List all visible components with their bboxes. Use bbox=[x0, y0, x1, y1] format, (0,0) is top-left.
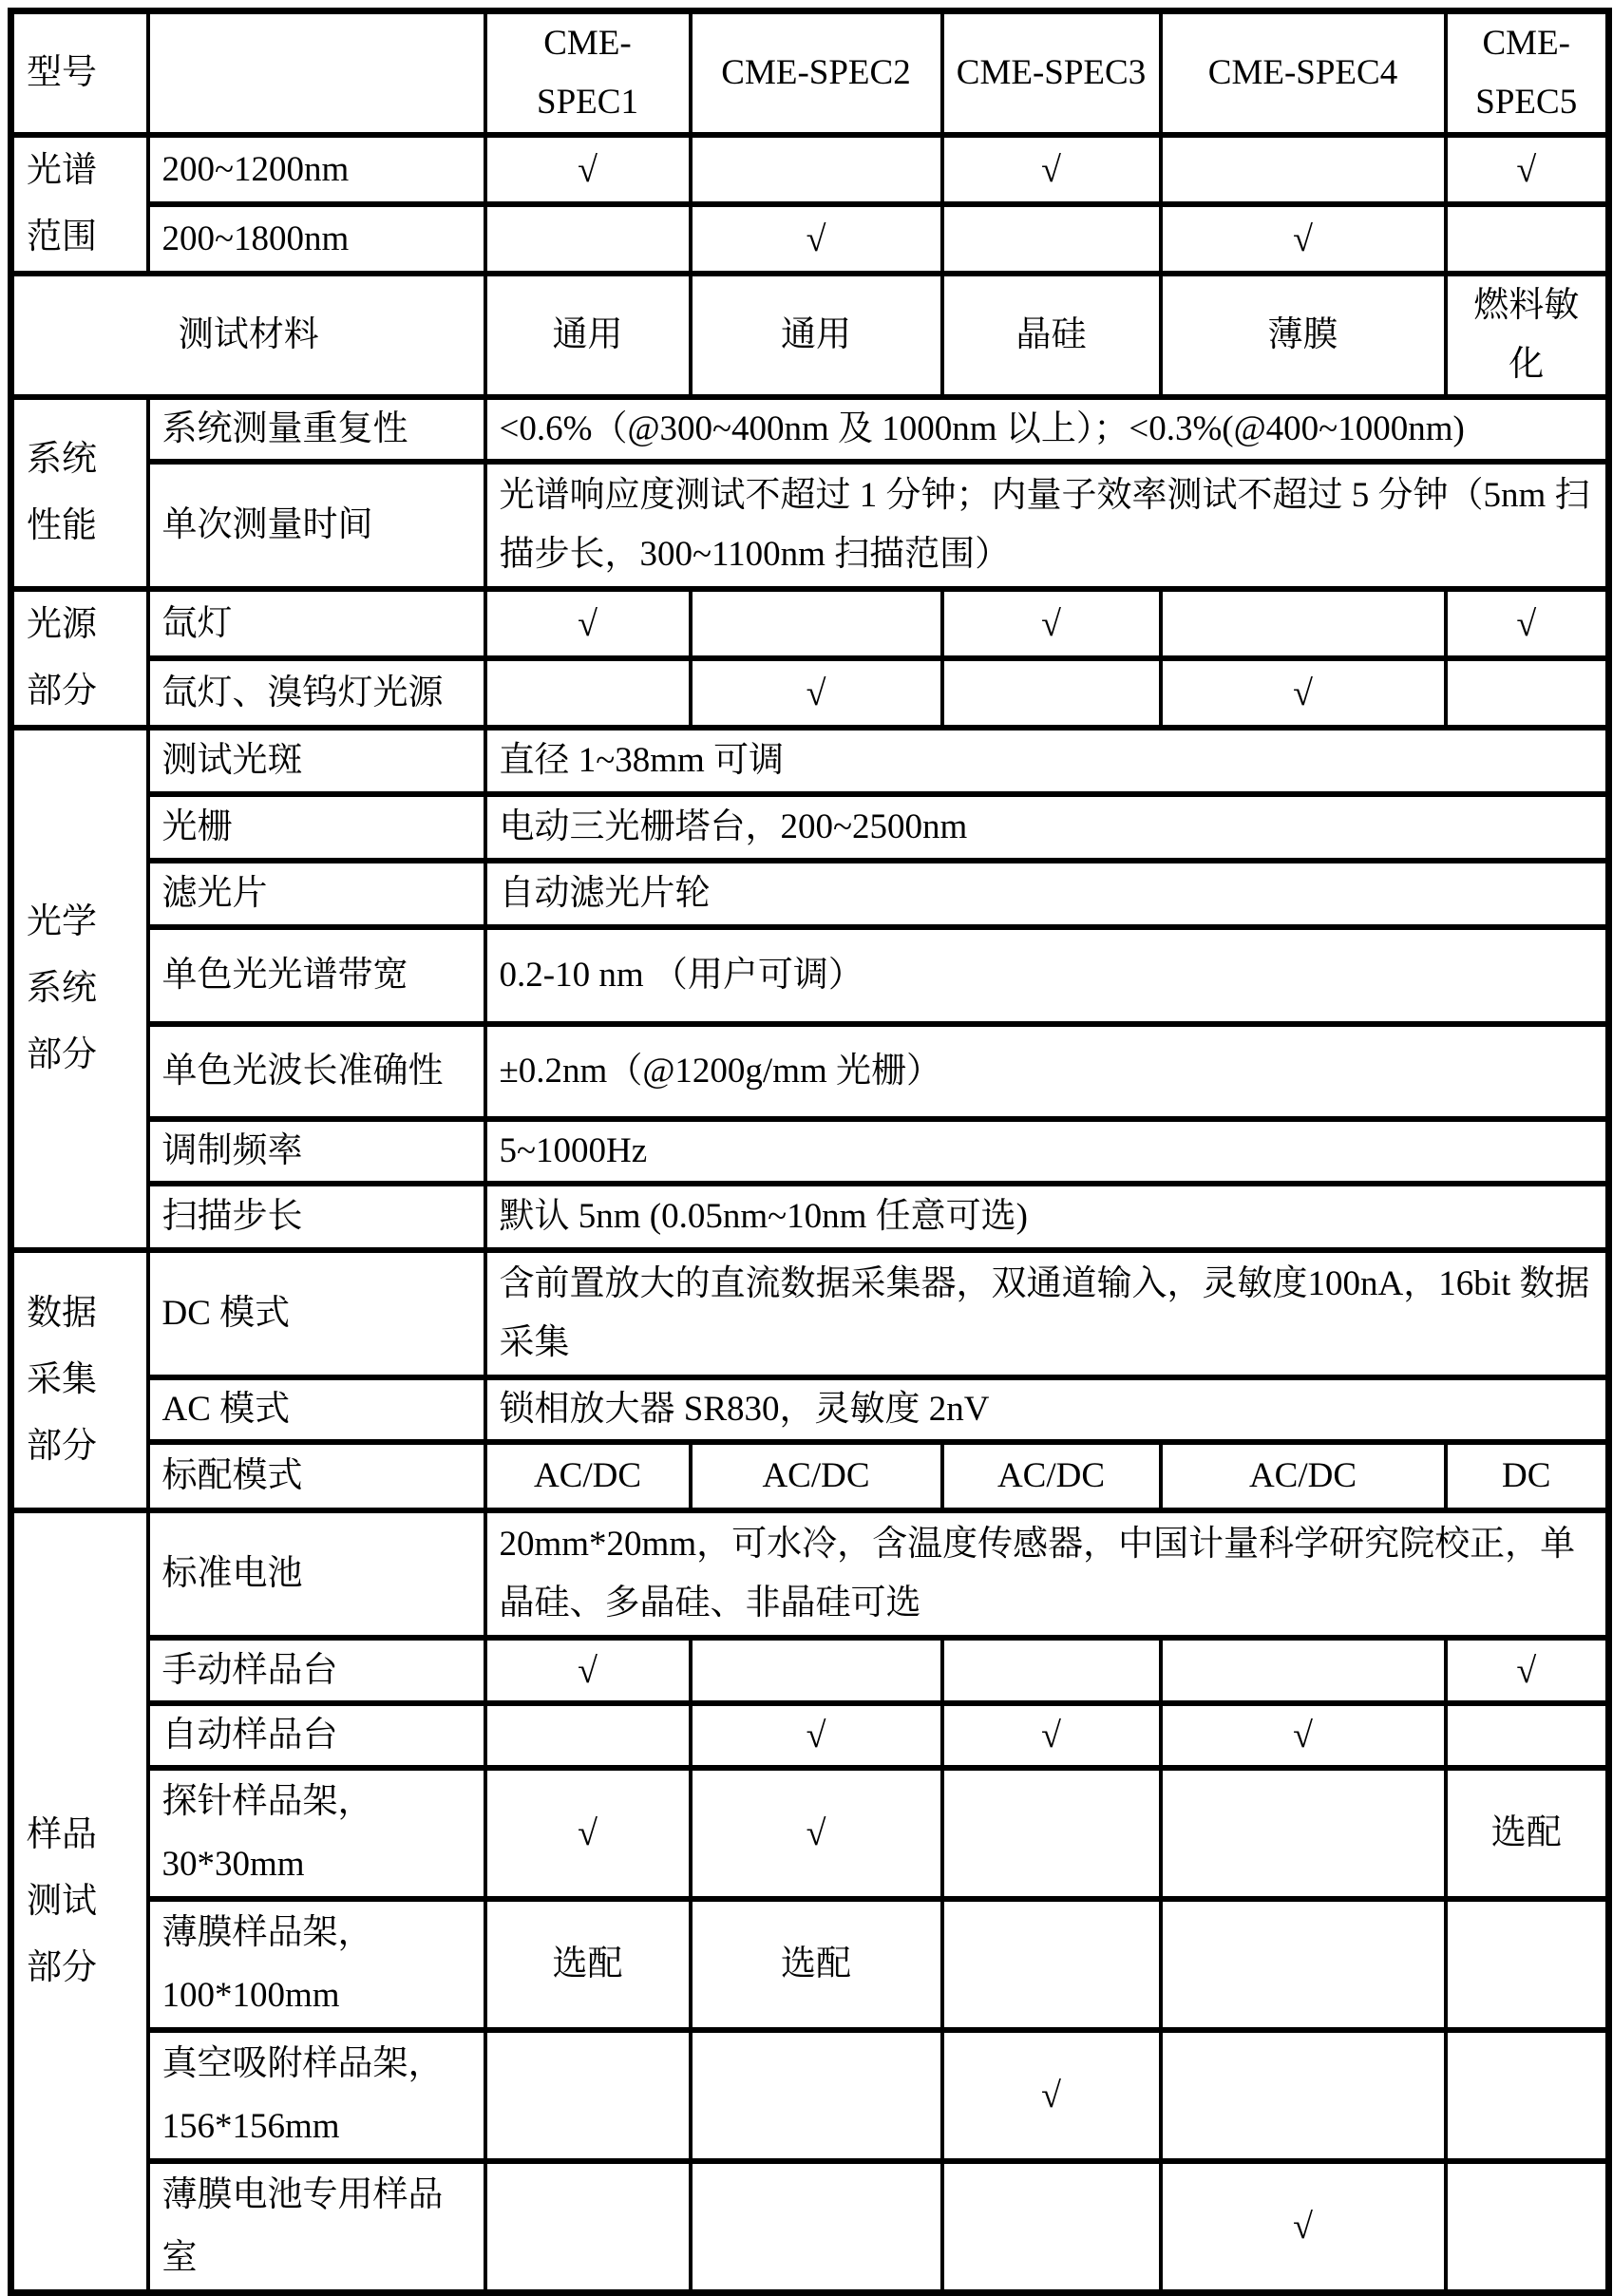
text-line: 156*156mm bbox=[161, 2107, 340, 2146]
row-label-test-spot: 测试光斑 bbox=[148, 728, 485, 794]
check-spec2: √ bbox=[691, 1703, 942, 1768]
col-header-spec4: CME-SPEC4 bbox=[1161, 11, 1446, 136]
multiline-text bbox=[27, 427, 134, 560]
check-spec2 bbox=[691, 1638, 942, 1703]
text-line: 样品 bbox=[27, 1814, 97, 1854]
text-line: 薄膜电池专用样品 bbox=[161, 2175, 444, 2214]
mode-spec3: AC/DC bbox=[942, 1442, 1161, 1510]
multiline-text bbox=[162, 1902, 471, 2027]
mode-spec1: AC/DC bbox=[485, 1442, 691, 1510]
table-row bbox=[11, 11, 1609, 136]
multiline-text bbox=[27, 592, 134, 725]
check-spec2 bbox=[691, 589, 942, 658]
check-spec3 bbox=[942, 204, 1161, 274]
check-spec4: √ bbox=[1161, 1703, 1446, 1768]
check-spec1: √ bbox=[485, 135, 691, 204]
check-spec2: √ bbox=[691, 204, 942, 274]
check-spec5 bbox=[1446, 1899, 1609, 2030]
check-spec1 bbox=[485, 2030, 691, 2161]
row-label-ac-mode: AC 模式 bbox=[148, 1377, 485, 1442]
text-line: 系统 bbox=[27, 440, 97, 479]
text-line: 100*100mm bbox=[161, 1976, 340, 2015]
group-sample-testing bbox=[11, 1510, 148, 2293]
text-line: 光谱 bbox=[27, 151, 97, 190]
table-row bbox=[11, 1899, 1609, 2030]
value-repeatability: <0.6%（@300~400nm 及 1000nm 以上）；<0.3%(@400~1000nm) bbox=[485, 397, 1609, 462]
group-data-acquisition bbox=[11, 1250, 148, 1510]
multiline-text bbox=[162, 2033, 471, 2158]
check-spec2: √ bbox=[691, 658, 942, 728]
table-row bbox=[11, 728, 1609, 794]
material-spec2: 通用 bbox=[691, 274, 942, 397]
row-label-auto-stage: 自动样品台 bbox=[148, 1703, 485, 1768]
check-spec5 bbox=[1446, 204, 1609, 274]
spec-table bbox=[8, 8, 1612, 2296]
table-row bbox=[11, 658, 1609, 728]
text-line: 室 bbox=[161, 2238, 198, 2277]
material-spec3: 晶硅 bbox=[942, 274, 1161, 397]
check-spec4 bbox=[1161, 1899, 1446, 2030]
value-reference-cell: 20mm*20mm，可水冷，含温度传感器，中国计量科学研究院校正，单晶硅、多晶硅、非晶硅可选 bbox=[485, 1510, 1609, 1638]
check-spec5 bbox=[1446, 2161, 1609, 2293]
multiline-text bbox=[27, 889, 134, 1089]
table-row bbox=[11, 1184, 1609, 1250]
row-label-dc-mode: DC 模式 bbox=[148, 1250, 485, 1377]
check-spec1: √ bbox=[485, 1768, 691, 1899]
table-row bbox=[11, 204, 1609, 274]
text-line: 30*30mm bbox=[161, 1845, 305, 1884]
table-row bbox=[11, 1024, 1609, 1119]
mode-spec4: AC/DC bbox=[1161, 1442, 1446, 1510]
check-spec5: √ bbox=[1446, 589, 1609, 658]
mode-spec5: DC bbox=[1446, 1442, 1609, 1510]
row-label-filter: 滤光片 bbox=[148, 861, 485, 927]
check-spec1: √ bbox=[485, 1638, 691, 1703]
value-dc-mode: 含前置放大的直流数据采集器，双通道输入，灵敏度100nA，16bit 数据采集 bbox=[485, 1250, 1609, 1377]
check-spec3: √ bbox=[942, 2030, 1161, 2161]
value-filter: 自动滤光片轮 bbox=[485, 861, 1609, 927]
row-label-xenon-lamp: 氙灯 bbox=[148, 589, 485, 658]
table-row bbox=[11, 927, 1609, 1024]
check-spec4 bbox=[1161, 135, 1446, 204]
option-spec5: 选配 bbox=[1446, 1768, 1609, 1899]
check-spec4 bbox=[1161, 1768, 1446, 1899]
table-row bbox=[11, 1119, 1609, 1184]
multiline-text bbox=[27, 1281, 134, 1480]
material-spec5: 燃料敏化 bbox=[1446, 274, 1609, 397]
check-spec3 bbox=[942, 2161, 1161, 2293]
value-scan-step: 默认 5nm (0.05nm~10nm 任意可选) bbox=[485, 1184, 1609, 1250]
row-label-scan-step: 扫描步长 bbox=[148, 1184, 485, 1250]
text-line: 采集 bbox=[27, 1360, 97, 1399]
col-header-spec3: CME-SPEC3 bbox=[942, 11, 1161, 136]
spec-table-body bbox=[11, 11, 1609, 2293]
row-label-xenon-halogen-lamp: 氙灯、溴钨灯光源 bbox=[148, 658, 485, 728]
check-spec1: √ bbox=[485, 589, 691, 658]
group-light-source bbox=[11, 589, 148, 728]
check-spec5 bbox=[1446, 2030, 1609, 2161]
row-label-test-material: 测试材料 bbox=[11, 274, 485, 397]
table-row bbox=[11, 861, 1609, 927]
table-row bbox=[11, 1377, 1609, 1442]
row-label-wavelength-accuracy: 单色光波长准确性 bbox=[148, 1024, 485, 1119]
table-row bbox=[11, 794, 1609, 861]
row-label-reference-cell: 标准电池 bbox=[148, 1510, 485, 1638]
group-system-performance bbox=[11, 397, 148, 589]
corner-empty-cell bbox=[148, 11, 485, 136]
material-spec1: 通用 bbox=[485, 274, 691, 397]
table-row bbox=[11, 2030, 1609, 2161]
table-row bbox=[11, 135, 1609, 204]
row-label-range-1800: 200~1800nm bbox=[148, 204, 485, 274]
material-spec4: 薄膜 bbox=[1161, 274, 1446, 397]
text-line: 薄膜样品架， bbox=[161, 1913, 373, 1952]
check-spec5 bbox=[1446, 1703, 1609, 1768]
check-spec4: √ bbox=[1161, 2161, 1446, 2293]
table-row bbox=[11, 462, 1609, 589]
row-label-probe-holder bbox=[148, 1768, 485, 1899]
row-label-standard-mode: 标配模式 bbox=[148, 1442, 485, 1510]
row-label-vacuum-holder bbox=[148, 2030, 485, 2161]
table-row bbox=[11, 1250, 1609, 1377]
check-spec4 bbox=[1161, 589, 1446, 658]
spec-sheet-page bbox=[0, 8, 1613, 2277]
row-label-modulation-freq: 调制频率 bbox=[148, 1119, 485, 1184]
text-line: 范围 bbox=[27, 218, 97, 256]
value-bandwidth: 0.2-10 nm （用户可调） bbox=[485, 927, 1609, 1024]
table-row bbox=[11, 1638, 1609, 1703]
text-line: 部分 bbox=[27, 1427, 97, 1466]
table-row bbox=[11, 1768, 1609, 1899]
check-spec4: √ bbox=[1161, 658, 1446, 728]
col-header-spec1: CME-SPEC1 bbox=[485, 11, 691, 136]
group-spectral-range bbox=[11, 135, 148, 274]
check-spec4 bbox=[1161, 1638, 1446, 1703]
text-line: 测试 bbox=[27, 1881, 97, 1921]
check-spec1 bbox=[485, 658, 691, 728]
row-label-thinfilm-holder bbox=[148, 1899, 485, 2030]
text-line: 真空吸附样品架， bbox=[161, 2044, 444, 2083]
check-spec5: √ bbox=[1446, 135, 1609, 204]
table-row bbox=[11, 1442, 1609, 1510]
multiline-text bbox=[162, 1771, 471, 1896]
check-spec1 bbox=[485, 2161, 691, 2293]
check-spec5: √ bbox=[1446, 1638, 1609, 1703]
table-row bbox=[11, 274, 1609, 397]
value-single-measure-time: 光谱响应度测试不超过 1 分钟；内量子效率测试不超过 5 分钟（5nm 扫描步长，300~1100nm 扫描范围） bbox=[485, 462, 1609, 589]
col-header-spec5: CME-SPEC5 bbox=[1446, 11, 1609, 136]
multiline-text bbox=[27, 138, 134, 271]
multiline-text bbox=[27, 1802, 134, 2002]
check-spec2 bbox=[691, 135, 942, 204]
row-label-single-measure-time: 单次测量时间 bbox=[148, 462, 485, 589]
check-spec2 bbox=[691, 2030, 942, 2161]
check-spec5 bbox=[1446, 658, 1609, 728]
text-line: 部分 bbox=[27, 1947, 97, 1987]
value-grating: 电动三光栅塔台，200~2500nm bbox=[485, 794, 1609, 861]
row-label-grating: 光栅 bbox=[148, 794, 485, 861]
text-line: 数据 bbox=[27, 1294, 97, 1333]
mode-spec2: AC/DC bbox=[691, 1442, 942, 1510]
check-spec3: √ bbox=[942, 135, 1161, 204]
text-line: 光源 bbox=[27, 605, 97, 644]
option-spec1: 选配 bbox=[485, 1899, 691, 2030]
check-spec3 bbox=[942, 1899, 1161, 2030]
check-spec2: √ bbox=[691, 1768, 942, 1899]
table-row bbox=[11, 397, 1609, 462]
col-header-spec2: CME-SPEC2 bbox=[691, 11, 942, 136]
corner-model-label: 型号 bbox=[11, 11, 148, 136]
value-ac-mode: 锁相放大器 SR830，灵敏度 2nV bbox=[485, 1377, 1609, 1442]
check-spec3 bbox=[942, 1638, 1161, 1703]
check-spec3: √ bbox=[942, 1703, 1161, 1768]
row-label-thinfilm-chamber bbox=[148, 2161, 485, 2293]
table-row bbox=[11, 1703, 1609, 1768]
value-wavelength-accuracy: ±0.2nm（@1200g/mm 光栅） bbox=[485, 1024, 1609, 1119]
check-spec3: √ bbox=[942, 589, 1161, 658]
check-spec3 bbox=[942, 1768, 1161, 1899]
text-line: 系统 bbox=[27, 969, 97, 1008]
check-spec1 bbox=[485, 204, 691, 274]
multiline-text bbox=[162, 2164, 471, 2289]
text-line: 光学 bbox=[27, 902, 97, 941]
row-label-manual-stage: 手动样品台 bbox=[148, 1638, 485, 1703]
check-spec3 bbox=[942, 658, 1161, 728]
value-modulation-freq: 5~1000Hz bbox=[485, 1119, 1609, 1184]
table-row bbox=[11, 589, 1609, 658]
table-row bbox=[11, 1510, 1609, 1638]
text-line: 探针样品架， bbox=[161, 1782, 373, 1821]
check-spec2 bbox=[691, 2161, 942, 2293]
option-spec2: 选配 bbox=[691, 1899, 942, 2030]
row-label-range-1200: 200~1200nm bbox=[148, 135, 485, 204]
check-spec4 bbox=[1161, 2030, 1446, 2161]
check-spec1 bbox=[485, 1703, 691, 1768]
check-spec4: √ bbox=[1161, 204, 1446, 274]
value-test-spot: 直径 1~38mm 可调 bbox=[485, 728, 1609, 794]
text-line: 性能 bbox=[27, 506, 97, 545]
row-label-repeatability: 系统测量重复性 bbox=[148, 397, 485, 462]
row-label-bandwidth: 单色光光谱带宽 bbox=[148, 927, 485, 1024]
text-line: 部分 bbox=[27, 672, 97, 711]
text-line: 部分 bbox=[27, 1035, 97, 1074]
table-row bbox=[11, 2161, 1609, 2293]
group-optical-system bbox=[11, 728, 148, 1250]
